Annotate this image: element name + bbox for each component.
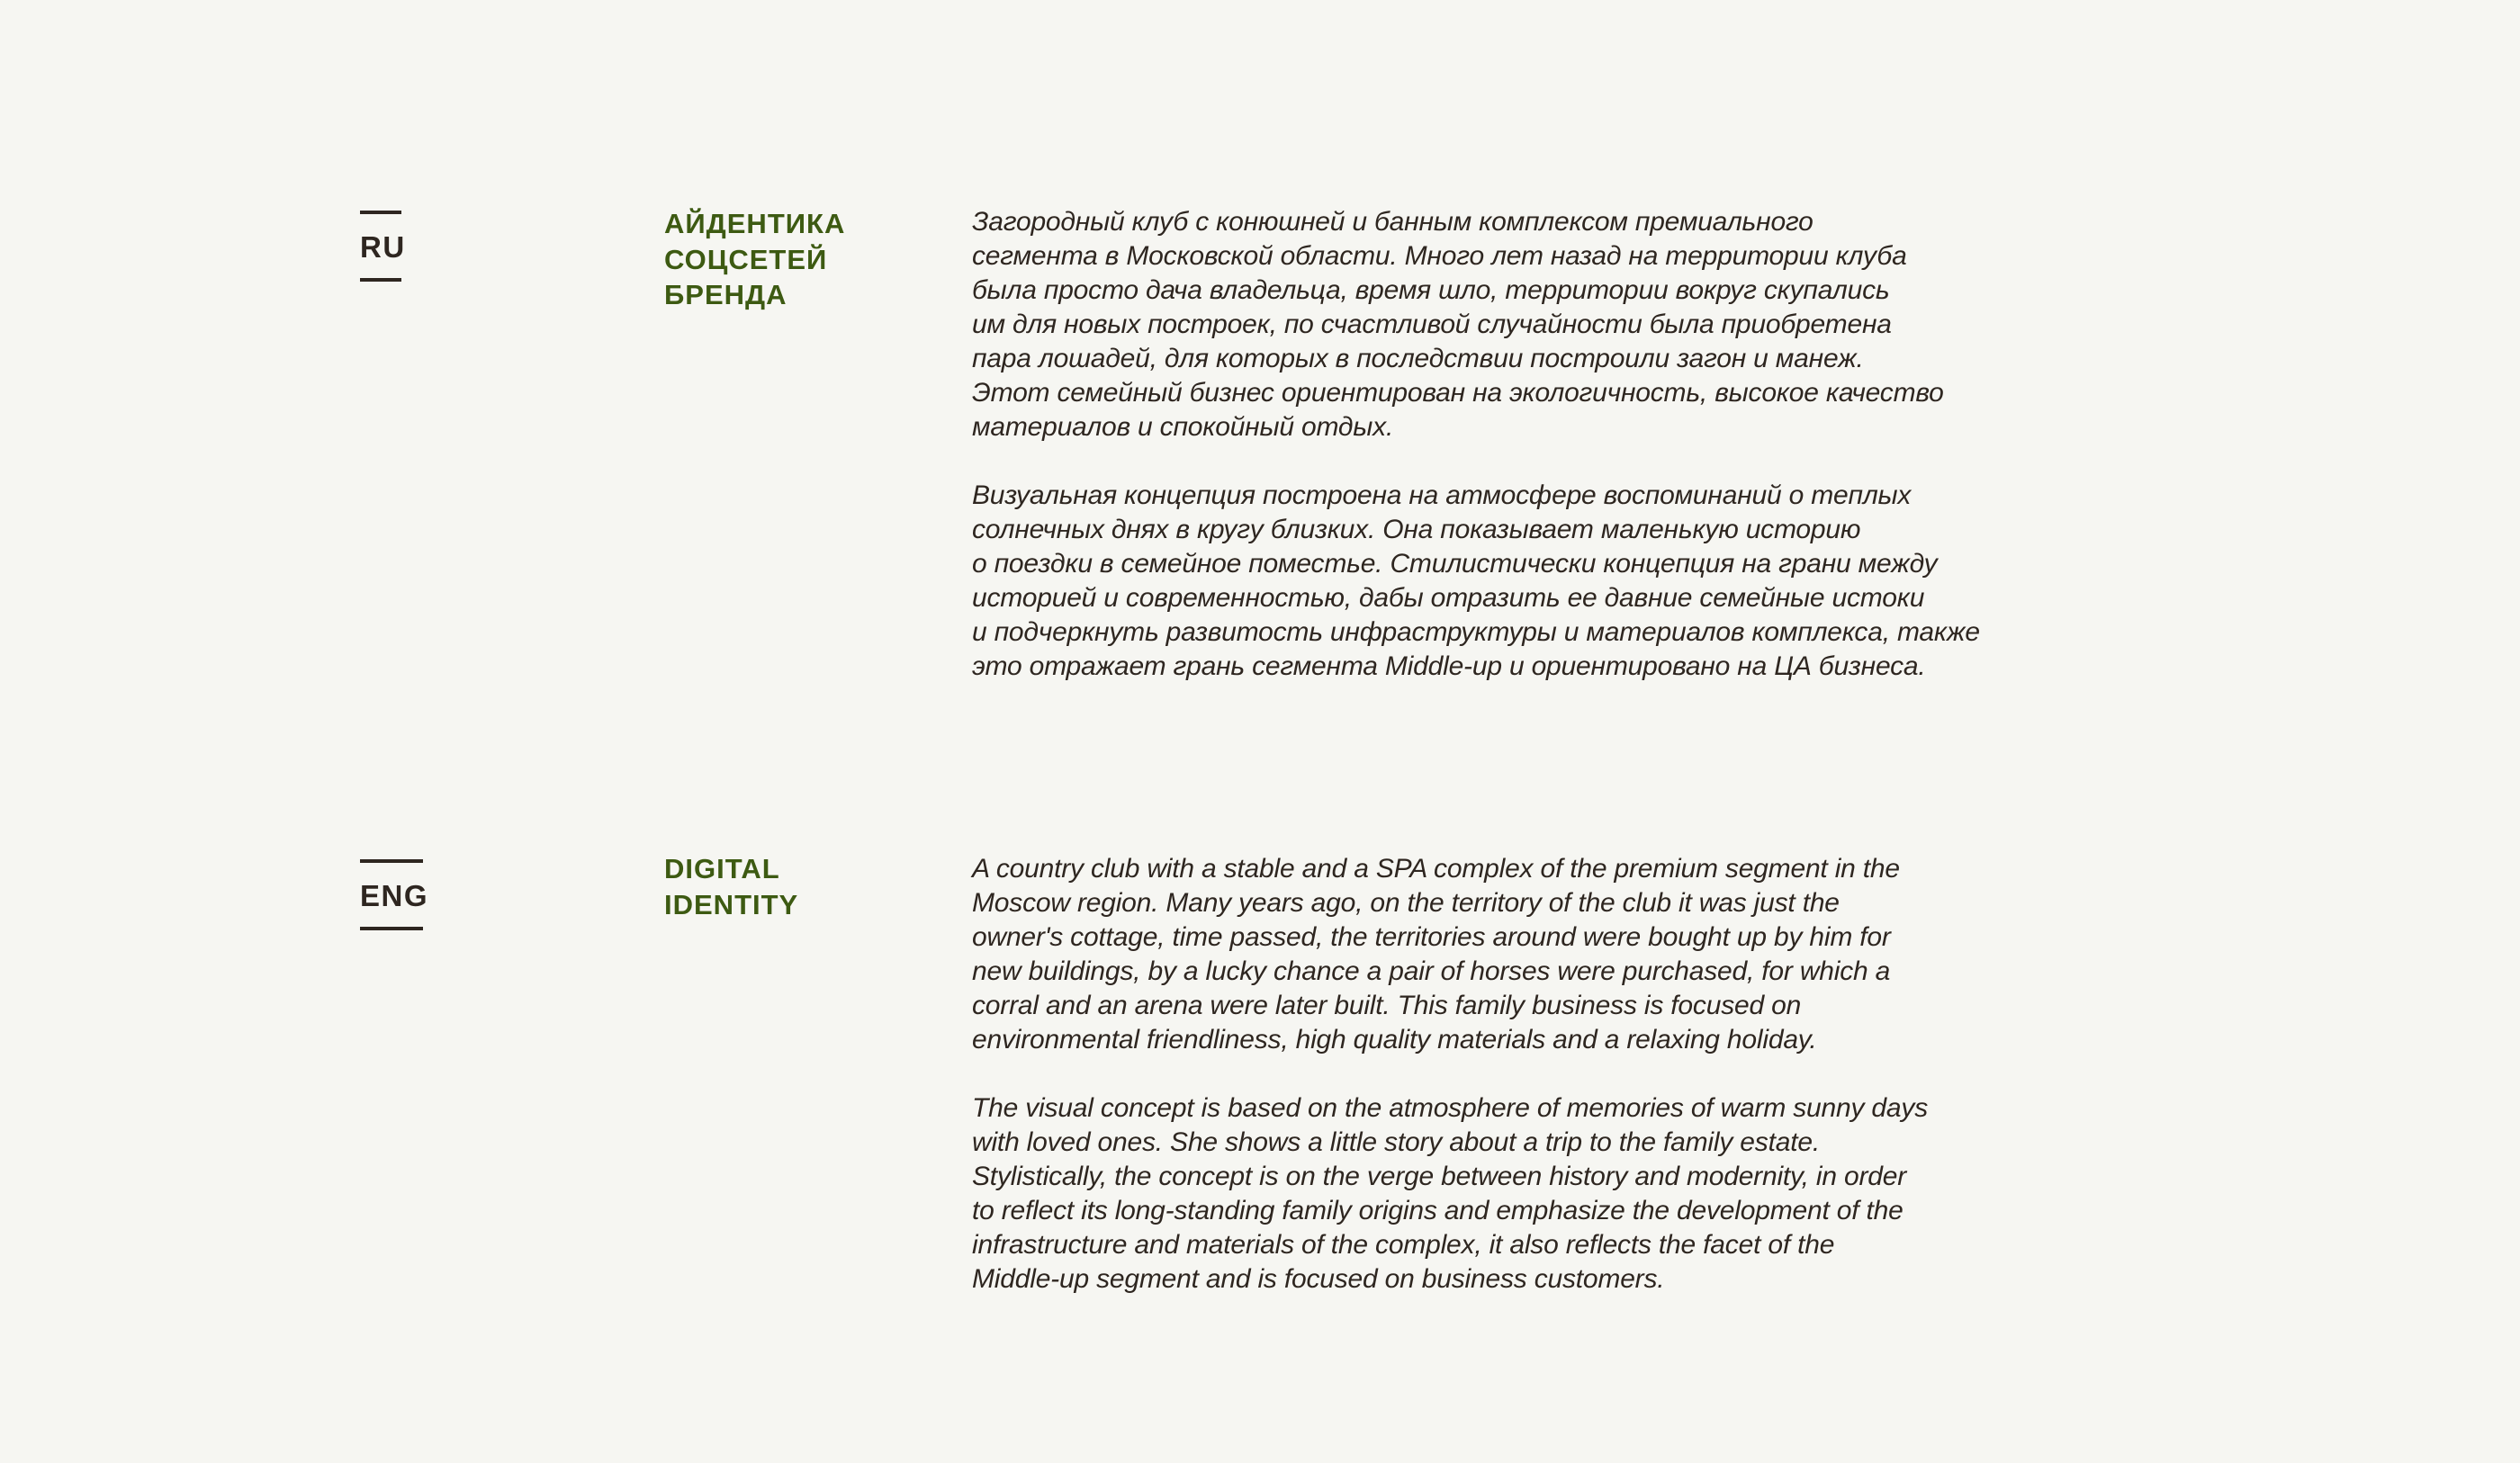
heading-line: АЙДЕНТИКА	[664, 208, 846, 239]
text-line: о поездки в семейное поместье. Стилистически концепция на грани между	[972, 549, 1938, 579]
text-line: Визуальная концепция построена на атмосфере воспоминаний о теплых	[972, 480, 1912, 510]
lang-marker-eng	[360, 859, 429, 930]
lang-code-label: ENG	[360, 879, 429, 912]
text-line: Загородный клуб с конюшней и банным комплексом премиального	[972, 207, 1814, 237]
description-paragraph	[972, 205, 1980, 444]
text-line: сегмента в Московской области. Много лет назад на территории клуба	[972, 241, 1907, 271]
lang-code-label: RU	[360, 230, 406, 264]
text-line: environmental friendliness, high quality materials and a relaxing holiday.	[972, 1025, 1817, 1055]
text-line: to reflect its long-standing family origins and emphasize the development of the	[972, 1196, 1904, 1225]
text-line: материалов и спокойный отдых.	[972, 412, 1394, 442]
description-paragraph	[972, 1091, 1928, 1297]
section-heading	[664, 851, 798, 922]
heading-line: БРЕНДА	[664, 279, 788, 310]
text-line: Stylistically, the concept is on the verge between history and modernity, in order	[972, 1162, 1907, 1191]
text-line: owner's cottage, time passed, the territories around were bought up by him for	[972, 922, 1891, 952]
heading-line: СОЦСЕТЕЙ	[664, 243, 828, 275]
text-line: corral and an arena were later built. This family business is focused on	[972, 991, 1802, 1020]
text-line: infrastructure and materials of the complex, it also reflects the facet of the	[972, 1230, 1835, 1260]
lang-marker-ru	[360, 211, 406, 282]
lang-marker-bottom-rule	[360, 927, 423, 930]
text-line: with loved ones. She shows a little story about a trip to the family estate.	[972, 1127, 1820, 1157]
description-paragraph	[972, 852, 1928, 1057]
description-paragraph	[972, 479, 1980, 684]
text-line: The visual concept is based on the atmosphere of memories of warm sunny days	[972, 1093, 1929, 1123]
section-heading	[664, 206, 845, 313]
description-ru	[972, 205, 1980, 684]
text-line: Moscow region. Many years ago, on the territory of the club it was just the	[972, 888, 1840, 918]
text-line: пара лошадей, для которых в последствии построили загон и манеж.	[972, 344, 1864, 373]
text-line: и подчеркнуть развитость инфраструктуры и материалов комплекса, также	[972, 617, 1980, 647]
lang-marker-bottom-rule	[360, 278, 401, 282]
text-line: солнечных днях в кругу близких. Она показывает маленькую историю	[972, 515, 1861, 544]
text-line: это отражает грань сегмента Middle-up и ориентировано на ЦА бизнеса.	[972, 651, 1926, 681]
heading-line: DIGITAL	[664, 853, 780, 884]
text-line: Middle-up segment and is focused on business customers.	[972, 1264, 1665, 1294]
description-eng	[972, 852, 1928, 1297]
heading-line: IDENTITY	[664, 888, 799, 920]
text-line: историей и современностью, дабы отразить ее давние семейные истоки	[972, 583, 1925, 613]
text-line: A country club with a stable and a SPA complex of the premium segment in the	[972, 854, 1900, 884]
text-line: Этот семейный бизнес ориентирован на экологичность, высокое качество	[972, 378, 1944, 408]
text-line: была просто дача владельца, время шло, территории вокруг скупались	[972, 275, 1890, 305]
text-line: new buildings, by a lucky chance a pair of horses were purchased, for which a	[972, 956, 1891, 986]
text-line: им для новых построек, по счастливой случайности была приобретена	[972, 310, 1892, 339]
